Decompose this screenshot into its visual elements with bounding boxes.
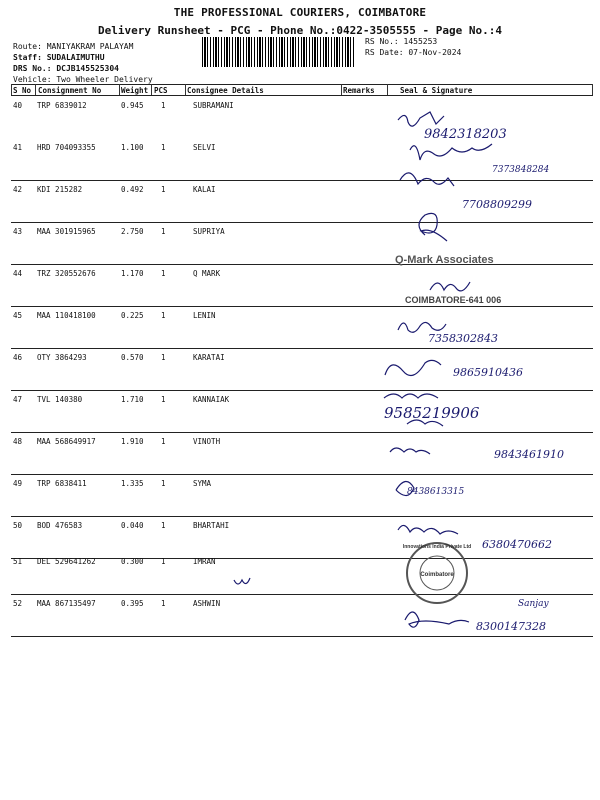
row-weight: 0.945 xyxy=(121,101,144,110)
rs-date: RS Date: 07-Nov-2024 xyxy=(365,48,462,57)
row-consignment: DEL 529641262 xyxy=(37,557,96,566)
row-weight: 0.570 xyxy=(121,353,144,362)
table-row xyxy=(11,96,593,138)
row-consignee: IMRAN xyxy=(193,557,216,566)
table-row xyxy=(11,348,593,390)
row-weight: 2.750 xyxy=(121,227,144,236)
company-title: THE PROFESSIONAL COURIERS, COIMBATORE xyxy=(173,6,427,19)
row-weight: 0.040 xyxy=(121,521,144,530)
col-weight: Weight xyxy=(121,86,149,95)
row-weight: 1.710 xyxy=(121,395,144,404)
table-row xyxy=(11,390,593,432)
row-pcs: 1 xyxy=(161,521,166,530)
row-weight: 1.335 xyxy=(121,479,144,488)
table-row xyxy=(11,222,593,264)
row-sno: 52 xyxy=(13,599,23,608)
row-sno: 41 xyxy=(13,143,23,152)
row-consignee: BHARTAHI xyxy=(193,521,230,530)
row-consignment: MAA 110418100 xyxy=(37,311,96,320)
row-consignee: Q MARK xyxy=(193,269,221,278)
row-consignment: MAA 568649917 xyxy=(37,437,96,446)
row-consignee: ASHWIN xyxy=(193,599,221,608)
row-sno: 43 xyxy=(13,227,23,236)
row-pcs: 1 xyxy=(161,269,166,278)
handwritten-name: Sanjay xyxy=(518,599,549,609)
table-row xyxy=(11,306,593,348)
row-consignee: KANNAIAK xyxy=(193,395,230,404)
row-pcs: 1 xyxy=(161,353,166,362)
row-consignment: MAA 867135497 xyxy=(37,599,96,608)
row-weight: 1.170 xyxy=(121,269,144,278)
row-consignment: TRZ 320552676 xyxy=(37,269,96,278)
row-consignee: SELVI xyxy=(193,143,216,152)
handwritten-phone: 7708809299 xyxy=(462,198,532,211)
row-sno: 50 xyxy=(13,521,23,530)
row-sno: 42 xyxy=(13,185,23,194)
handwritten-phone: 9842318203 xyxy=(424,127,507,142)
row-consignment: TRP 6839012 xyxy=(37,101,87,110)
staff-label: Staff: SUDALAIMUTHU xyxy=(13,53,105,62)
row-sno: 44 xyxy=(13,269,23,278)
row-weight: 0.300 xyxy=(121,557,144,566)
row-sno: 46 xyxy=(13,353,23,362)
table-row xyxy=(11,180,593,222)
table-row xyxy=(11,474,593,516)
handwritten-phone: 7358302843 xyxy=(428,332,498,345)
handwritten-phone: 6380470662 xyxy=(482,538,552,551)
row-pcs: 1 xyxy=(161,479,166,488)
handwritten-phone: 7373848284 xyxy=(492,165,550,175)
row-weight: 0.492 xyxy=(121,185,144,194)
rs-number: RS No.: 1455253 xyxy=(365,37,438,46)
row-sno: 48 xyxy=(13,437,23,446)
row-weight: 0.395 xyxy=(121,599,144,608)
col-remarks: Remarks xyxy=(343,86,375,95)
drs-number: DRS No.: DCJB145525304 xyxy=(13,64,119,73)
row-pcs: 1 xyxy=(161,143,166,152)
table-row xyxy=(11,138,593,180)
handwritten-phone: 9843461910 xyxy=(494,448,564,461)
row-consignee: VINOTH xyxy=(193,437,221,446)
round-seal-center: Coimbatore xyxy=(420,572,454,578)
handwritten-phone: 8438613315 xyxy=(407,487,465,497)
qmark-stamp: Q-Mark Associates xyxy=(395,254,494,266)
row-sno: 49 xyxy=(13,479,23,488)
row-pcs: 1 xyxy=(161,437,166,446)
col-sno: S No xyxy=(13,86,32,95)
row-consignee: SUBRAMANI xyxy=(193,101,234,110)
route-label: Route: MANIYAKRAM PALAYAM xyxy=(13,42,134,51)
row-pcs: 1 xyxy=(161,599,166,608)
row-pcs: 1 xyxy=(161,227,166,236)
row-pcs: 1 xyxy=(161,395,166,404)
table-row xyxy=(11,552,593,594)
row-sno: 47 xyxy=(13,395,23,404)
row-consignee: KALAI xyxy=(193,185,216,194)
row-sno: 45 xyxy=(13,311,23,320)
row-sno: 40 xyxy=(13,101,23,110)
table-row xyxy=(11,594,593,636)
runsheet-meta-right xyxy=(365,36,461,58)
handwritten-phone: 8300147328 xyxy=(476,620,546,633)
row-weight: 1.100 xyxy=(121,143,144,152)
row-pcs: 1 xyxy=(161,557,166,566)
row-consignment: TRP 6838411 xyxy=(37,479,87,488)
barcode xyxy=(202,37,354,67)
row-consignment: HRD 704093355 xyxy=(37,143,96,152)
row-consignee: SUPRIYA xyxy=(193,227,225,236)
row-consignment: BOD 476583 xyxy=(37,521,83,530)
row-consignee: SYMA xyxy=(193,479,212,488)
row-pcs: 1 xyxy=(161,311,166,320)
table-row xyxy=(11,432,593,474)
row-pcs: 1 xyxy=(161,101,166,110)
vehicle-label: Vehicle: Two Wheeler Delivery xyxy=(13,75,153,84)
table-row xyxy=(11,264,593,306)
row-consignee: LENIN xyxy=(193,311,216,320)
col-consignment: Consignment No xyxy=(38,86,102,95)
col-pcs: PCS xyxy=(154,86,168,95)
row-consignment: MAA 301915965 xyxy=(37,227,96,236)
qmark-stamp-city: COIMBATORE-641 006 xyxy=(405,295,502,305)
row-consignment: OTY 3864293 xyxy=(37,353,87,362)
row-consignee: KARATAI xyxy=(193,353,225,362)
row-sno: 51 xyxy=(13,557,23,566)
row-weight: 0.225 xyxy=(121,311,144,320)
row-consignment: KDI 215282 xyxy=(37,185,83,194)
row-weight: 1.910 xyxy=(121,437,144,446)
col-consignee: Consignee Details xyxy=(187,86,264,95)
row-consignment: TVL 140380 xyxy=(37,395,83,404)
handwritten-phone: 9585219906 xyxy=(384,404,480,422)
row-pcs: 1 xyxy=(161,185,166,194)
runsheet-meta-left xyxy=(13,41,153,85)
col-seal: Seal & Signature xyxy=(400,86,473,95)
handwritten-phone: 9865910436 xyxy=(453,366,523,379)
round-seal-ring: Innovations India Private Ltd xyxy=(402,544,472,550)
runsheet-title: Delivery Runsheet - PCG - Phone No.:0422-3505555 - Page No.:4 xyxy=(98,24,502,37)
